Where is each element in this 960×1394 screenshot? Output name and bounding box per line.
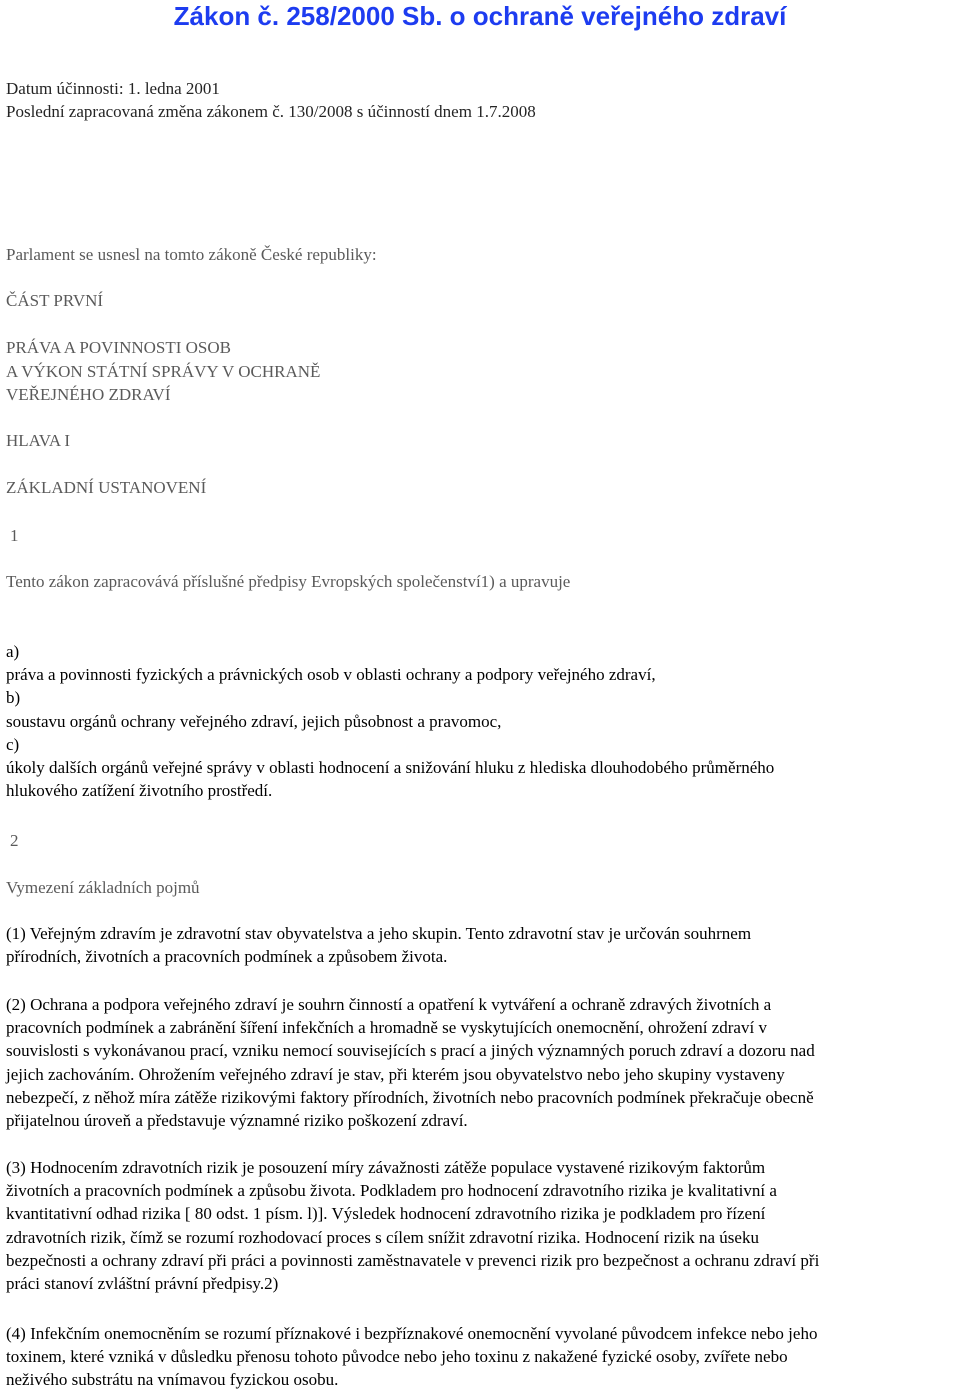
paragraph-line: bezpečnosti a ochrany zdraví při práci a povinnosti zaměstnavatele v prevenci rizik pro bezpečnost a ochranu zdraví při [6,1250,820,1270]
item-letter: a) [6,642,20,661]
paragraph-line: přírodních, životních a pracovních podmínek a způsobem života. [6,947,448,967]
paragraph-4 [6,1322,956,1392]
paragraph-line: jejich zachováním. Ohrožením veřejného zdraví je stav, při kterém jsou obyvatelstvo nebo jeho skupiny vystaveny [6,1064,785,1084]
section-heading-text: Vymezení základních pojmů [6,878,200,897]
item-letter: c) [6,734,20,754]
paragraph-line: práci stanoví zvláštní právní předpisy.2) [6,1274,279,1294]
section-1-intro [6,570,570,594]
document-metadata [6,77,536,123]
paragraph-3 [6,1156,956,1295]
item-text: soustavu orgánů ochrany veřejného zdraví, jejich působnost a pravomoc, [6,711,502,731]
head-title [6,476,206,500]
paragraph-line: (1) Veřejným zdravím je zdravotní stav obyvatelstva a jeho skupin. Tento zdravotní stav je určován souhrnem [6,924,752,943]
item-text: úkoly dalších orgánů veřejné správy v oblasti hodnocení a snižování hluku z hlediska dlouhodobého průměrného [6,758,775,778]
paragraph-line: přijatelnou úroveň a představuje významné riziko poškození zdraví. [6,1111,468,1131]
paragraph-line: souvislosti s vykonávanou prací, vzniku nemocí souvisejících s prací a jiných významných poruch zdraví a dozoru nad [6,1041,815,1061]
last-amendment: Poslední zapracovaná změna zákonem č. 130/2008 s účinností dnem 1.7.2008 [6,102,536,121]
part-title-line: PRÁVA A POVINNOSTI OSOB [6,338,231,357]
part-title-line: VEŘEJNÉHO ZDRAVÍ [6,385,171,404]
paragraph-2 [6,993,956,1132]
paragraph-line: pracovních podmínek a zabránění šíření infekčních a hromadně se vyskytujících onemocnění, ohrožení zdraví v [6,1018,767,1038]
paragraph-line: kvantitativní odhad rizika [ 80 odst. 1 písm. l)]. Výsledek hodnocení zdravotního rizika je podkladem pro řízení [6,1204,766,1224]
section-2-title [6,876,200,900]
effective-date: Datum účinnosti: 1. ledna 2001 [6,79,220,98]
preamble [6,243,377,267]
item-text-continued: hlukového zatížení životního prostředí. [6,781,273,801]
paragraph-line: nebezpečí, z něhož míra zátěže rizikovými faktory přírodních, životních nebo pracovních podmínek překračuje obecně [6,1087,814,1107]
head-title-text: ZÁKLADNÍ USTANOVENÍ [6,478,207,497]
paragraph-line: zdravotních rizik, čímž se rozumí rozhodovací proces s cílem snížit zdravotní rizika. Hodnocení rizik na úseku [6,1227,759,1247]
paragraph-line: (2) Ochrana a podpora veřejného zdraví je souhrn činností a opatření k vytváření a ochraně zdravých životních a [6,995,772,1014]
item-letter: b) [6,688,21,708]
head-label: HLAVA I [6,431,71,450]
section-intro-text: Tento zákon zapracovává příslušné předpisy Evropských společenství1) a upravuje [6,572,571,591]
part-label: ČÁST PRVNÍ [6,291,104,310]
paragraph-line: (3) Hodnocením zdravotních rizik je posouzení míry závažnosti zátěže populace vystavené rizikovým faktorům [6,1158,766,1177]
item-text: práva a povinnosti fyzických a právnických osob v oblasti ochrany a podpory veřejného zdraví, [6,665,656,685]
document-title: Zákon č. 258/2000 Sb. o ochraně veřejného zdraví [173,1,787,31]
preamble-text: Parlament se usnesl na tomto zákoně České republiky: [6,245,377,264]
paragraph-1 [6,922,956,968]
part-title [6,336,320,407]
paragraph-line: životních a pracovních podmínek a způsobu života. Podkladem pro hodnocení zdravotního rizika je kvalitativní a [6,1181,777,1201]
head-heading [6,429,70,453]
section-1-items [6,640,956,802]
section-1-heading [6,524,19,548]
paragraph-line: toxinem, které vzniká v důsledku přenosu tohoto původce nebo jeho toxinu z nakažené fyzické osoby, zvířete nebo [6,1347,788,1367]
section-number: 1 [10,526,19,545]
paragraph-line: (4) Infekčním onemocněním se rozumí příznakové i bezpříznakové onemocnění vyvolané původcem infekce nebo jeho [6,1324,818,1343]
part-heading [6,289,103,313]
paragraph-line: neživého substrátu na vnímavou fyzickou osobu. [6,1370,339,1390]
section-number: 2 [10,831,19,850]
part-title-line: A VÝKON STÁTNÍ SPRÁVY V OCHRANĚ [6,361,321,381]
section-2-heading [6,829,19,853]
